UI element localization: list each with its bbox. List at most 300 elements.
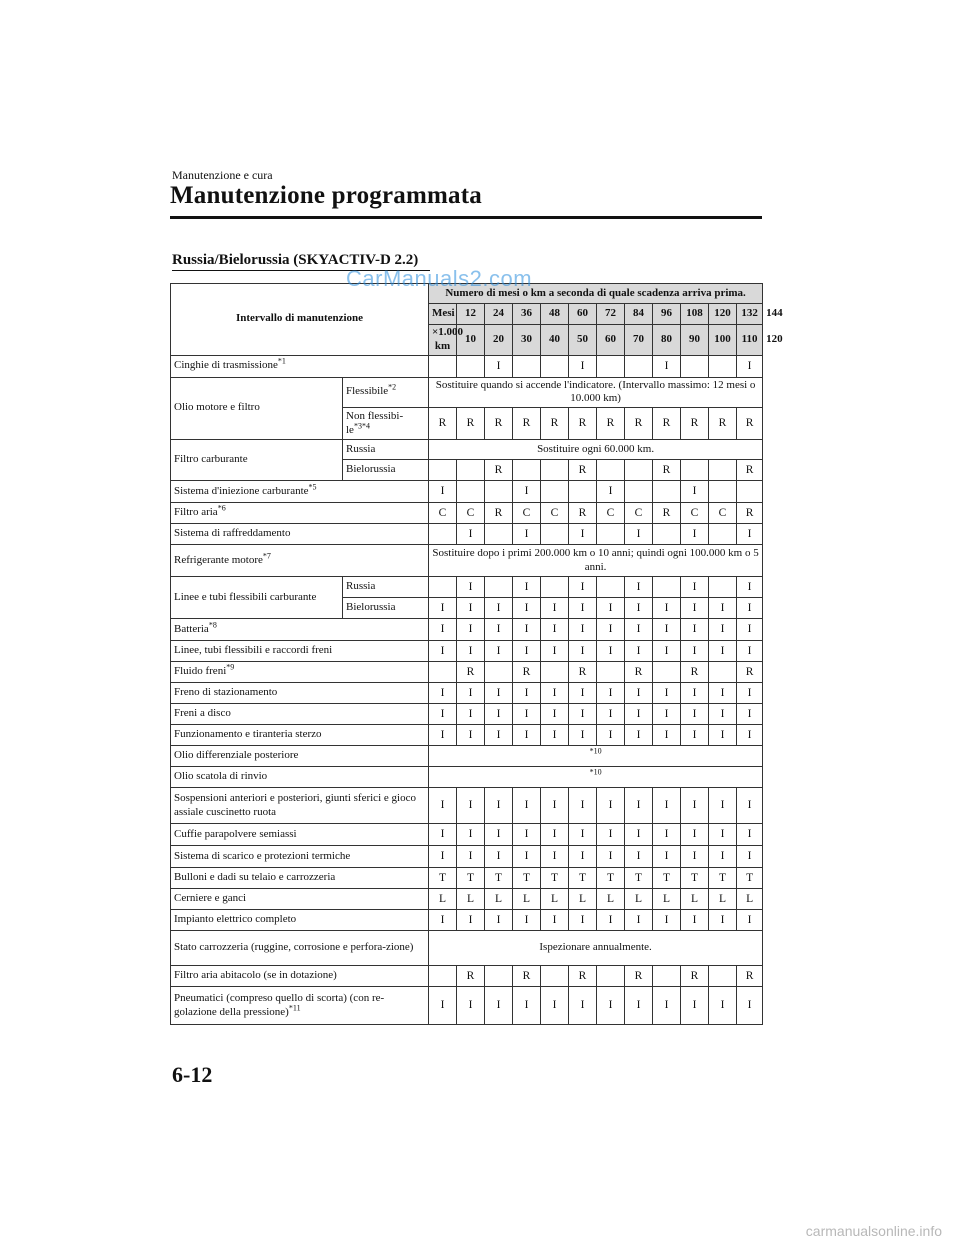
mark-cell: I bbox=[457, 910, 485, 931]
mark-cell: L bbox=[737, 889, 763, 910]
mark-cell: R bbox=[681, 662, 709, 683]
mark-cell: R bbox=[569, 966, 597, 987]
row-label: Olio motore e filtro bbox=[171, 377, 343, 440]
mark-cell: L bbox=[485, 889, 513, 910]
mark-cell: I bbox=[625, 824, 653, 846]
mark-cell: I bbox=[569, 987, 597, 1025]
mark-cell: I bbox=[485, 725, 513, 746]
mark-cell: I bbox=[681, 704, 709, 725]
page-number: 6-12 bbox=[172, 1062, 213, 1087]
mark-cell: I bbox=[485, 704, 513, 725]
month-cell: 48 bbox=[541, 304, 569, 325]
mark-cell bbox=[457, 481, 485, 503]
mark-cell: I bbox=[597, 598, 625, 619]
mark-cell: I bbox=[709, 683, 737, 704]
row-label: Bulloni e dadi su telaio e carrozzeria bbox=[171, 868, 429, 889]
mark-cell: I bbox=[653, 910, 681, 931]
mark-cell: R bbox=[653, 408, 681, 440]
mark-cell: I bbox=[513, 824, 541, 846]
mark-cell: R bbox=[485, 408, 513, 440]
row-label: Linee, tubi flessibili e raccordi freni bbox=[171, 641, 429, 662]
mark-cell: I bbox=[513, 641, 541, 662]
mark-cell: I bbox=[681, 619, 709, 641]
mark-cell: I bbox=[457, 598, 485, 619]
mark-cell: I bbox=[513, 987, 541, 1025]
table-row bbox=[171, 767, 763, 788]
mark-cell: I bbox=[541, 910, 569, 931]
mark-cell: T bbox=[485, 868, 513, 889]
mark-cell: I bbox=[457, 788, 485, 824]
mark-cell: I bbox=[569, 824, 597, 846]
mark-cell: I bbox=[681, 641, 709, 662]
mark-cell: R bbox=[653, 503, 681, 524]
mark-cell: R bbox=[737, 662, 763, 683]
mark-cell bbox=[485, 524, 513, 545]
mark-cell: I bbox=[597, 641, 625, 662]
mark-cell: I bbox=[429, 824, 457, 846]
mark-cell bbox=[597, 460, 625, 481]
mark-cell: I bbox=[625, 910, 653, 931]
mark-cell: I bbox=[653, 619, 681, 641]
row-label: Sistema di scarico e protezioni termiche bbox=[171, 846, 429, 868]
mark-cell: I bbox=[653, 598, 681, 619]
mark-cell bbox=[681, 460, 709, 481]
mark-cell: I bbox=[597, 704, 625, 725]
mark-cell bbox=[541, 481, 569, 503]
mark-cell: I bbox=[597, 683, 625, 704]
mark-cell: R bbox=[709, 408, 737, 440]
mark-cell: L bbox=[457, 889, 485, 910]
mark-cell bbox=[541, 966, 569, 987]
mark-cell bbox=[709, 966, 737, 987]
table-row bbox=[171, 440, 763, 460]
month-cell: 24 bbox=[485, 304, 513, 325]
mark-cell: I bbox=[681, 577, 709, 598]
mark-cell: I bbox=[429, 987, 457, 1025]
month-cell: 84 bbox=[625, 304, 653, 325]
mark-cell: L bbox=[429, 889, 457, 910]
mark-cell: I bbox=[485, 987, 513, 1025]
mark-cell: I bbox=[737, 641, 763, 662]
table-row bbox=[171, 868, 763, 889]
mark-cell: T bbox=[709, 868, 737, 889]
mark-cell: T bbox=[681, 868, 709, 889]
table-row bbox=[171, 641, 763, 662]
mark-cell: I bbox=[569, 788, 597, 824]
mark-cell: I bbox=[457, 641, 485, 662]
mark-cell: R bbox=[569, 662, 597, 683]
mark-cell bbox=[513, 355, 541, 377]
mark-cell: I bbox=[737, 846, 763, 868]
mark-cell: I bbox=[709, 788, 737, 824]
row-label: Olio differenziale posteriore bbox=[171, 746, 429, 767]
mark-cell: I bbox=[569, 704, 597, 725]
mark-cell bbox=[541, 662, 569, 683]
mark-cell: I bbox=[457, 619, 485, 641]
months-row: Mesi 12 24 36 48 60 72 84 96 108 120 132 144 bbox=[171, 304, 763, 325]
table-row bbox=[171, 889, 763, 910]
mark-cell: L bbox=[569, 889, 597, 910]
sub-label: Flessibile$^{*2}$ bbox=[343, 377, 429, 408]
mark-cell: I bbox=[485, 788, 513, 824]
mark-cell: I bbox=[653, 846, 681, 868]
mark-cell: I bbox=[653, 824, 681, 846]
mark-cell: I bbox=[597, 846, 625, 868]
mark-cell: L bbox=[709, 889, 737, 910]
mark-cell: I bbox=[569, 846, 597, 868]
row-label: Filtro aria abitacolo (se in dotazione) bbox=[171, 966, 429, 987]
mark-cell: I bbox=[429, 598, 457, 619]
mark-cell bbox=[429, 577, 457, 598]
month-cell: 36 bbox=[513, 304, 541, 325]
span-text: Sostituire ogni 60.000 km. bbox=[429, 440, 763, 460]
mark-cell: I bbox=[513, 788, 541, 824]
mark-cell bbox=[541, 577, 569, 598]
mark-cell: I bbox=[709, 846, 737, 868]
mark-cell: R bbox=[625, 966, 653, 987]
mark-cell: I bbox=[625, 987, 653, 1025]
mark-cell: I bbox=[513, 481, 541, 503]
mark-cell: I bbox=[485, 598, 513, 619]
mark-cell: I bbox=[569, 524, 597, 545]
month-cell: 72 bbox=[597, 304, 625, 325]
mark-cell bbox=[625, 355, 653, 377]
mark-cell: T bbox=[457, 868, 485, 889]
mark-cell: L bbox=[625, 889, 653, 910]
mark-cell: R bbox=[569, 408, 597, 440]
maintenance-table bbox=[170, 283, 783, 1025]
footer-watermark: carmanualsonline.info bbox=[805, 1223, 942, 1239]
mark-cell: I bbox=[709, 824, 737, 846]
table-row bbox=[171, 704, 763, 725]
mark-cell: C bbox=[541, 503, 569, 524]
mark-cell: I bbox=[457, 577, 485, 598]
table-subtitle: Russia/Bielorussia (SKYACTIV-D 2.2) bbox=[172, 252, 419, 268]
mark-cell: I bbox=[429, 619, 457, 641]
mark-cell: I bbox=[709, 704, 737, 725]
mark-cell: C bbox=[625, 503, 653, 524]
mark-cell bbox=[541, 524, 569, 545]
mark-cell: I bbox=[625, 524, 653, 545]
mark-cell bbox=[709, 524, 737, 545]
row-label: Linee e tubi flessibili carburante bbox=[171, 577, 343, 619]
mark-cell: I bbox=[681, 910, 709, 931]
km-cell: 40 bbox=[541, 325, 569, 356]
mark-cell: R bbox=[513, 662, 541, 683]
mark-cell bbox=[485, 662, 513, 683]
km-label: ×1.000 km bbox=[429, 325, 457, 356]
table-row bbox=[171, 377, 763, 408]
mark-cell: C bbox=[429, 503, 457, 524]
row-label: Batteria$^{*8}$ bbox=[171, 619, 429, 641]
span-text: Sostituire dopo i primi 200.000 km o 10 anni; quindi ogni 100.000 km o 5 anni. bbox=[429, 545, 763, 577]
row-label: Freno di stazionamento bbox=[171, 683, 429, 704]
mark-cell: I bbox=[625, 683, 653, 704]
mark-cell: I bbox=[625, 704, 653, 725]
km-cell: 30 bbox=[513, 325, 541, 356]
mark-cell: I bbox=[569, 577, 597, 598]
mark-cell: I bbox=[541, 824, 569, 846]
mark-cell: I bbox=[737, 683, 763, 704]
mark-cell: I bbox=[597, 481, 625, 503]
mark-cell: R bbox=[541, 408, 569, 440]
mark-cell: R bbox=[485, 503, 513, 524]
watermark-logo: CarManuals2.com bbox=[346, 266, 533, 291]
mark-cell: I bbox=[737, 619, 763, 641]
mark-cell: I bbox=[569, 683, 597, 704]
mark-cell: I bbox=[709, 641, 737, 662]
mark-cell: T bbox=[737, 868, 763, 889]
mark-cell: I bbox=[737, 987, 763, 1025]
table-row bbox=[171, 481, 763, 503]
mark-cell: R bbox=[513, 408, 541, 440]
mark-cell: C bbox=[457, 503, 485, 524]
sub-label: Non flessibi-$le^{*3*4}$ bbox=[343, 408, 429, 440]
mark-cell: L bbox=[681, 889, 709, 910]
mark-cell: I bbox=[429, 704, 457, 725]
mark-cell: I bbox=[457, 725, 485, 746]
mark-cell: I bbox=[485, 846, 513, 868]
table-row bbox=[171, 524, 763, 545]
mark-cell: I bbox=[485, 619, 513, 641]
mark-cell: I bbox=[625, 619, 653, 641]
mark-cell: T bbox=[513, 868, 541, 889]
table-row bbox=[171, 662, 763, 683]
mark-cell: R bbox=[485, 460, 513, 481]
mark-cell: I bbox=[597, 987, 625, 1025]
row-label: Cinghie di trasmissione$^{*1}$ bbox=[171, 355, 429, 377]
table-row bbox=[171, 966, 763, 987]
mark-cell: T bbox=[597, 868, 625, 889]
km-row: ×1.000 km 10 20 30 40 50 60 70 80 90 100 110 120 bbox=[171, 325, 763, 356]
mark-cell: I bbox=[513, 725, 541, 746]
sub-label: Russia bbox=[343, 577, 429, 598]
mark-cell: I bbox=[513, 846, 541, 868]
mark-cell: I bbox=[457, 846, 485, 868]
table-row bbox=[171, 577, 763, 598]
mark-cell: I bbox=[653, 704, 681, 725]
table-row bbox=[171, 931, 763, 966]
table-row bbox=[171, 824, 763, 846]
mark-cell: I bbox=[569, 641, 597, 662]
mark-cell: I bbox=[709, 619, 737, 641]
mark-cell: I bbox=[653, 987, 681, 1025]
mark-cell bbox=[597, 355, 625, 377]
mark-cell: I bbox=[737, 910, 763, 931]
mark-cell bbox=[541, 355, 569, 377]
mark-cell bbox=[429, 460, 457, 481]
mark-cell: R bbox=[737, 460, 763, 481]
sub-label: Bielorussia bbox=[343, 460, 429, 481]
mark-cell: I bbox=[653, 788, 681, 824]
mark-cell bbox=[709, 460, 737, 481]
km-cell: 90 bbox=[681, 325, 709, 356]
mark-cell bbox=[597, 662, 625, 683]
mark-cell: R bbox=[457, 966, 485, 987]
mark-cell bbox=[569, 481, 597, 503]
months-label: Mesi bbox=[429, 304, 457, 325]
mark-cell: I bbox=[597, 725, 625, 746]
mark-cell: I bbox=[457, 524, 485, 545]
mark-cell: L bbox=[597, 889, 625, 910]
table-row bbox=[171, 355, 763, 377]
mark-cell: I bbox=[569, 355, 597, 377]
mark-cell: R bbox=[681, 966, 709, 987]
mark-cell bbox=[653, 577, 681, 598]
span-text: *10 bbox=[429, 746, 763, 767]
mark-cell: I bbox=[541, 987, 569, 1025]
mark-cell: I bbox=[737, 524, 763, 545]
mark-cell bbox=[541, 460, 569, 481]
mark-cell: I bbox=[737, 598, 763, 619]
mark-cell: I bbox=[597, 788, 625, 824]
mark-cell: I bbox=[513, 524, 541, 545]
mark-cell: I bbox=[485, 683, 513, 704]
row-label: Fluido freni$^{*9}$ bbox=[171, 662, 429, 683]
mark-cell bbox=[653, 966, 681, 987]
mark-cell: L bbox=[653, 889, 681, 910]
mark-cell bbox=[597, 524, 625, 545]
mark-cell: I bbox=[653, 725, 681, 746]
month-cell: 60 bbox=[569, 304, 597, 325]
sub-label: Bielorussia bbox=[343, 598, 429, 619]
mark-cell: R bbox=[737, 408, 763, 440]
mark-cell: I bbox=[541, 846, 569, 868]
km-cell: 20 bbox=[485, 325, 513, 356]
mark-cell: T bbox=[625, 868, 653, 889]
mark-cell: I bbox=[709, 910, 737, 931]
mark-cell: I bbox=[485, 355, 513, 377]
mark-cell: C bbox=[709, 503, 737, 524]
mark-cell: I bbox=[457, 824, 485, 846]
km-cell: 50 bbox=[569, 325, 597, 356]
km-cell: 80 bbox=[653, 325, 681, 356]
mark-cell: I bbox=[681, 481, 709, 503]
mark-cell: I bbox=[569, 725, 597, 746]
mark-cell bbox=[485, 966, 513, 987]
mark-cell bbox=[625, 481, 653, 503]
km-cell: 70 bbox=[625, 325, 653, 356]
table-row bbox=[171, 788, 763, 824]
mark-cell: I bbox=[485, 910, 513, 931]
mark-cell: I bbox=[709, 725, 737, 746]
mark-cell: R bbox=[625, 662, 653, 683]
mark-cell: T bbox=[653, 868, 681, 889]
row-label: Freni a disco bbox=[171, 704, 429, 725]
mark-cell: C bbox=[597, 503, 625, 524]
mark-cell: I bbox=[429, 725, 457, 746]
mark-cell bbox=[709, 662, 737, 683]
mark-cell bbox=[737, 481, 763, 503]
header-interval: Intervallo di manutenzione bbox=[171, 284, 429, 356]
km-cell: 60 bbox=[597, 325, 625, 356]
mark-cell: I bbox=[457, 987, 485, 1025]
mark-cell: I bbox=[429, 481, 457, 503]
mark-cell: I bbox=[541, 704, 569, 725]
mark-cell: R bbox=[569, 460, 597, 481]
mark-cell: I bbox=[429, 641, 457, 662]
mark-cell bbox=[597, 577, 625, 598]
month-cell: 108 bbox=[681, 304, 709, 325]
mark-cell: I bbox=[541, 725, 569, 746]
mark-cell: I bbox=[569, 598, 597, 619]
span-text: *10 bbox=[429, 767, 763, 788]
mark-cell: I bbox=[681, 824, 709, 846]
mark-cell bbox=[653, 662, 681, 683]
span-text: Sostituire quando si accende l'indicatore. (Intervallo massimo: 12 mesi o 10.000 km) bbox=[429, 377, 763, 408]
mark-cell: I bbox=[625, 788, 653, 824]
mark-cell: I bbox=[681, 725, 709, 746]
mark-cell: R bbox=[457, 408, 485, 440]
mark-cell: I bbox=[513, 704, 541, 725]
mark-cell: I bbox=[681, 788, 709, 824]
mark-cell: R bbox=[681, 408, 709, 440]
mark-cell: I bbox=[569, 619, 597, 641]
mark-cell: R bbox=[457, 662, 485, 683]
mark-cell: I bbox=[737, 355, 763, 377]
mark-cell: C bbox=[681, 503, 709, 524]
mark-cell: I bbox=[737, 577, 763, 598]
row-label: Stato carrozzeria (ruggine, corrosione e perfora-zione) bbox=[171, 931, 429, 966]
table-row bbox=[171, 846, 763, 868]
mark-cell: I bbox=[681, 524, 709, 545]
table-row bbox=[171, 619, 763, 641]
mark-cell bbox=[709, 355, 737, 377]
mark-cell: I bbox=[597, 824, 625, 846]
mark-cell: I bbox=[513, 619, 541, 641]
mark-cell: T bbox=[541, 868, 569, 889]
mark-cell: I bbox=[737, 704, 763, 725]
mark-cell: R bbox=[513, 966, 541, 987]
mark-cell: R bbox=[597, 408, 625, 440]
table-row bbox=[171, 746, 763, 767]
mark-cell: I bbox=[429, 788, 457, 824]
table-row bbox=[171, 987, 763, 1025]
mark-cell: R bbox=[429, 408, 457, 440]
mark-cell: I bbox=[709, 987, 737, 1025]
sub-label: Russia bbox=[343, 440, 429, 460]
mark-cell bbox=[653, 524, 681, 545]
row-label: Cuffie parapolvere semiassi bbox=[171, 824, 429, 846]
mark-cell: I bbox=[653, 355, 681, 377]
mark-cell: I bbox=[541, 788, 569, 824]
mark-cell: I bbox=[457, 704, 485, 725]
mark-cell: I bbox=[681, 683, 709, 704]
section-label: Manutenzione e cura bbox=[172, 168, 273, 182]
table-row bbox=[171, 725, 763, 746]
mark-cell: T bbox=[569, 868, 597, 889]
mark-cell bbox=[681, 355, 709, 377]
mark-cell: I bbox=[429, 910, 457, 931]
table-row bbox=[171, 503, 763, 524]
mark-cell: I bbox=[625, 846, 653, 868]
mark-cell: I bbox=[737, 824, 763, 846]
mark-cell bbox=[709, 577, 737, 598]
mark-cell: I bbox=[541, 641, 569, 662]
mark-cell: I bbox=[513, 598, 541, 619]
mark-cell bbox=[653, 481, 681, 503]
mark-cell: I bbox=[429, 683, 457, 704]
mark-cell: I bbox=[569, 910, 597, 931]
mark-cell bbox=[429, 524, 457, 545]
mark-cell: I bbox=[457, 683, 485, 704]
month-cell: 120 bbox=[709, 304, 737, 325]
header-top: Numero di mesi o km a seconda di quale scadenza arriva prima. bbox=[429, 284, 763, 304]
mark-cell: I bbox=[541, 598, 569, 619]
mark-cell: I bbox=[513, 577, 541, 598]
mark-cell bbox=[513, 460, 541, 481]
km-cell: 110 bbox=[737, 325, 763, 356]
